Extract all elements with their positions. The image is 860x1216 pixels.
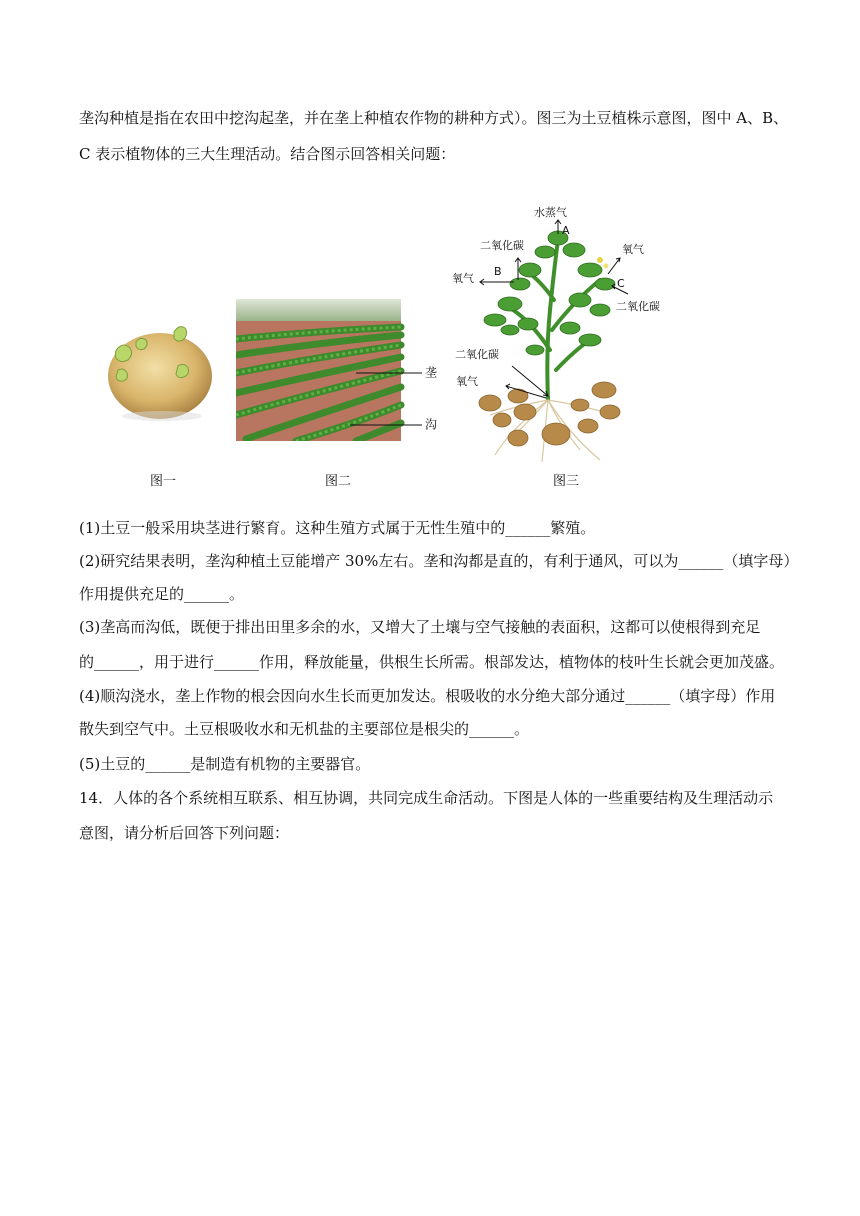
label-furrow: 沟 — [425, 417, 438, 432]
question-1: (1)土豆一般采用块茎进行繁育。这种生殖方式属于无性生殖中的______繁殖。 — [79, 519, 596, 537]
label-o2-root: 氧气 — [456, 375, 478, 388]
figure-2-field — [236, 299, 441, 441]
next-question-line-2: 意图，请分析后回答下列问题： — [79, 824, 290, 842]
question-4-line-2: 散失到空气中。土豆根吸收水和无机盐的主要部位是根尖的______。 — [79, 720, 530, 738]
label-co2-right: 二氧化碳 — [616, 300, 660, 313]
label-C: C — [617, 277, 625, 290]
label-ridge: 垄 — [425, 365, 438, 380]
question-4-line-1: (4)顺沟浇水，垄上作物的根会因向水生长而更加发达。根吸收的水分绝大部分通过______（填字母）作用 — [79, 687, 776, 705]
label-o2-right: 氧气 — [622, 243, 644, 256]
intro-line-2: C 表示植物体的三大生理活动。结合图示回答相关问题： — [79, 145, 456, 163]
next-question-line-1: 14．人体的各个系统相互联系、相互协调，共同完成生命活动。下图是人体的一些重要结构及生理活动示 — [79, 789, 774, 807]
figure-3-plant-diagram — [450, 200, 680, 470]
question-2-line-1: (2)研究结果表明，垄沟种植土豆能增产 30%左右。垄和沟都是直的，有利于通风，可以为______（填字母） — [79, 552, 799, 570]
intro-line-1: 垄沟种植是指在农田中挖沟起垄，并在垄上种植农作物的耕种方式）。图三为土豆植株示意图，图中 A、B、 — [79, 109, 789, 127]
label-A: A — [562, 224, 570, 237]
label-co2-root: 二氧化碳 — [455, 348, 499, 361]
label-o2-left: 氧气 — [452, 272, 474, 285]
figure-3-caption: 图三 — [553, 474, 580, 489]
question-3-line-1: (3)垄高而沟低，既便于排出田里多余的水，又增大了土壤与空气接触的表面积，这都可以使根得到充足 — [79, 618, 761, 636]
figure-1-caption: 图一 — [150, 474, 177, 489]
question-5: (5)土豆的______是制造有机物的主要器官。 — [79, 755, 371, 773]
label-B: B — [494, 265, 502, 278]
question-2-line-2: 作用提供充足的______。 — [79, 585, 245, 603]
label-water-vapor: 水蒸气 — [534, 206, 567, 219]
question-3-line-2: 的______，用于进行______作用，释放能量，供根生长所需。根部发达，植物体的枝叶生长就会更加茂盛。 — [79, 653, 785, 671]
figure-2-caption: 图二 — [325, 474, 352, 489]
label-co2-top: 二氧化碳 — [480, 239, 524, 252]
figure-1-potato — [100, 318, 215, 423]
